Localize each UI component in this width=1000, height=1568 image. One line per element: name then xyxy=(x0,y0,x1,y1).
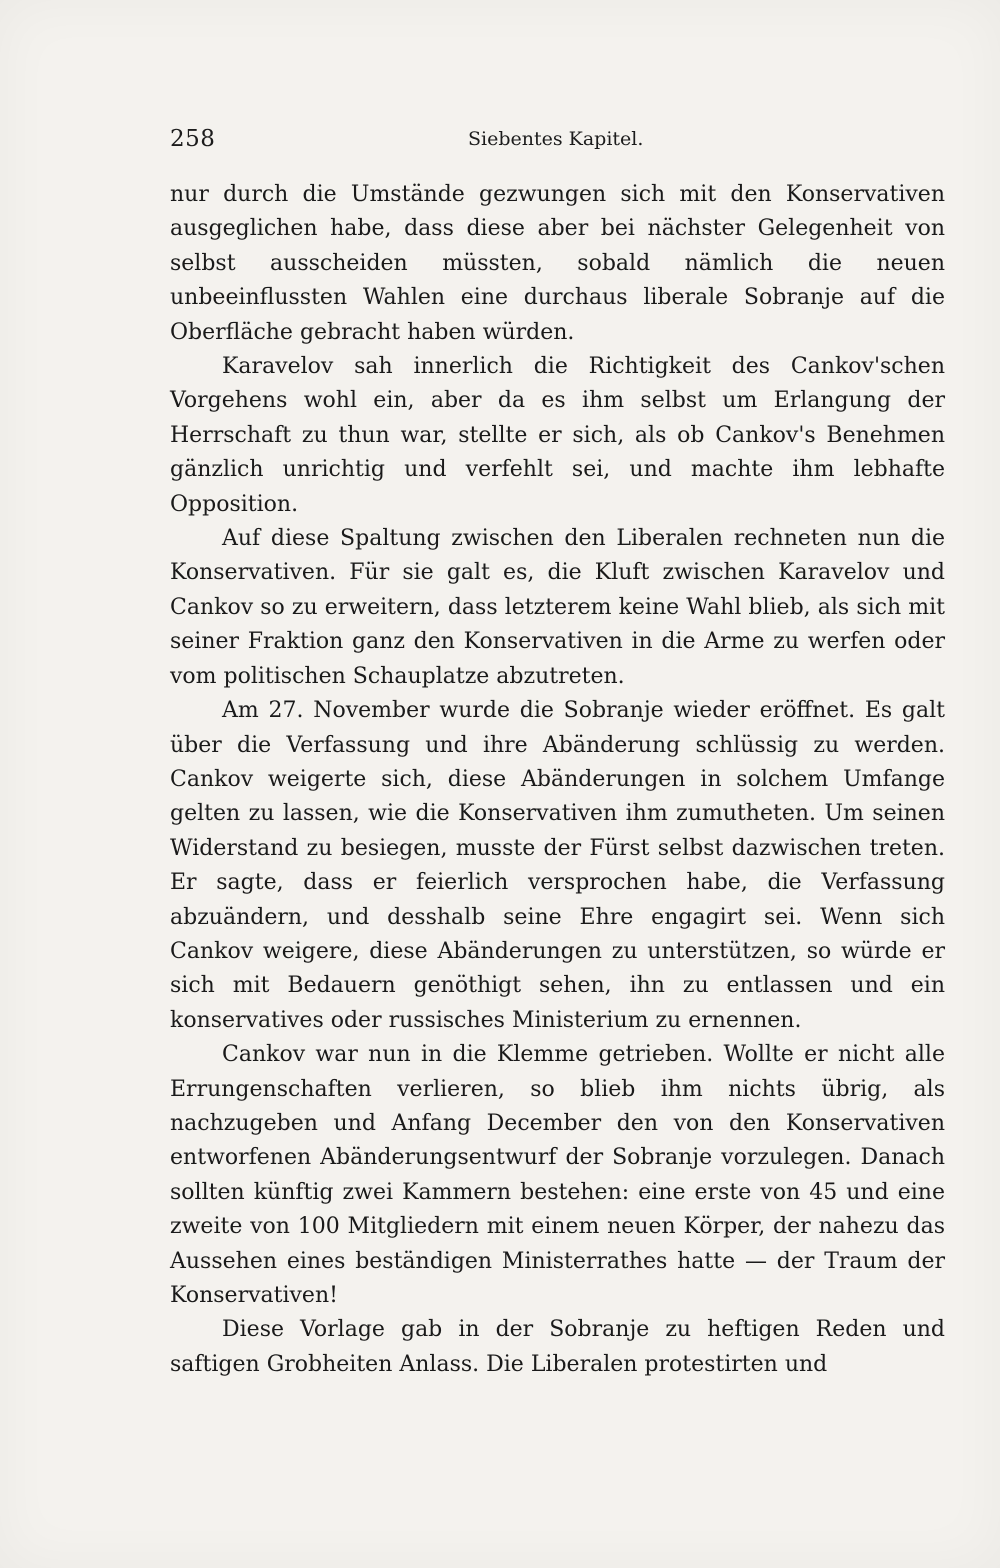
page-number: 258 xyxy=(170,126,216,152)
page-header xyxy=(170,126,945,160)
paragraph: Auf diese Spaltung zwischen den Liberalen rechneten nun die Konservativen. Für sie galt es, die Kluft zwischen Karavelov und Cankov so zu erweitern, dass letzterem keine Wahl blieb, als sich mit seiner Fraktion ganz den Konservativen in die Arme zu werfen oder vom politischen Schauplatze abzutreten. xyxy=(170,526,945,689)
paragraph: Am 27. November wurde die Sobranje wieder eröffnet. Es galt über die Verfassung und ihre Abänderung schlüssig zu werden. Cankov weigerte sich, diese Abänderungen in solchem Umfange gelten zu lassen, wie die Konservativen ihm zumutheten. Um seinen Widerstand zu besiegen, musste der Fürst selbst dazwischen treten. Er sagte, dass er feierlich versprochen habe, die Verfassung abzuändern, und desshalb seine Ehre engagirt sei. Wenn sich Cankov weigere, diese Abänderungen zu unterstützen, so würde er sich mit Bedauern genöthigt sehen, ihn zu entlassen und ein konservatives oder russisches Ministerium zu ernennen. xyxy=(170,698,945,1033)
running-title: Siebentes Kapitel. xyxy=(468,128,644,150)
body-text xyxy=(170,178,945,1382)
paragraph: Cankov war nun in die Klemme getrieben. Wollte er nicht alle Errungenschaften verlieren, so blieb ihm nichts übrig, als nachzugeben und Anfang December den von den Konservativen entworfenen Abänderungsentwurf der Sobranje vorzulegen. Danach sollten künftig zwei Kammern bestehen: eine erste von 45 und eine zweite von 100 Mitgliedern mit einem neuen Körper, der nahezu das Aussehen eines beständigen Ministerrathes hatte — der Traum der Konservativen! xyxy=(170,1042,945,1308)
paragraph: Diese Vorlage gab in der Sobranje zu heftigen Reden und saftigen Grobheiten Anlass. Die Liberalen protestirten und xyxy=(170,1317,945,1377)
paragraph: Karavelov sah innerlich die Richtigkeit des Cankov'schen Vorgehens wohl ein, aber da es ihm selbst um Erlangung der Herrschaft zu thun war, stellte er sich, als ob Cankov's Benehmen gänzlich unrichtig und verfehlt sei, und machte ihm lebhafte Opposition. xyxy=(170,354,945,517)
paragraph: nur durch die Umstände gezwungen sich mit den Konservativen ausgeglichen habe, dass diese aber bei nächster Gelegenheit von selbst ausscheiden müssten, sobald nämlich die neuen unbeeinflussten Wahlen eine durchaus liberale Sobranje auf die Oberfläche gebracht haben würden. xyxy=(170,182,945,345)
